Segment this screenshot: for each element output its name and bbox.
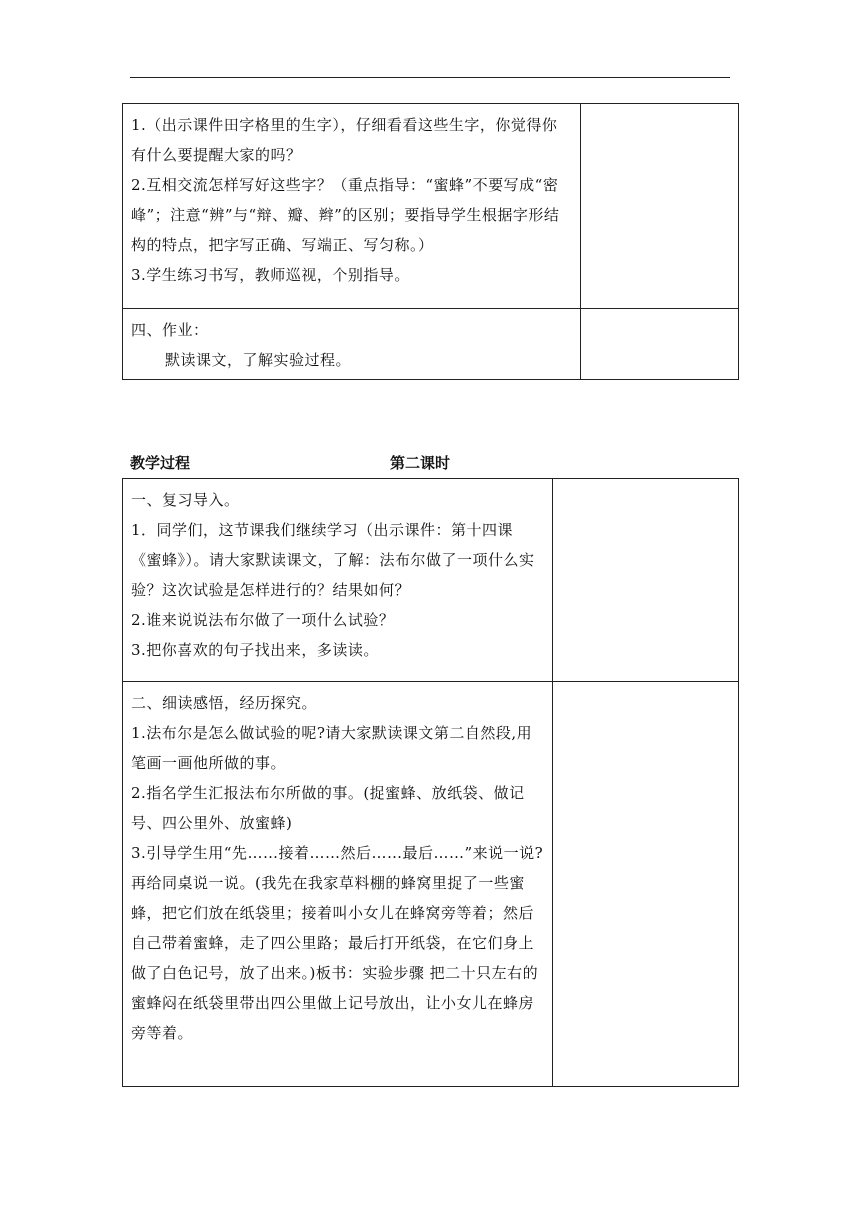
lesson-period-heading: 第二课时 (390, 454, 451, 472)
paragraph: 2.指名学生汇报法布尔所做的事。(捉蜜蜂、放纸袋、做记号、四公里外、放蜜蜂) (131, 784, 525, 832)
section-heading: 教学过程 (130, 454, 191, 472)
table-row (123, 104, 739, 309)
paragraph: 2.谁来说说法布尔做了一项什么试验？ (131, 611, 395, 629)
section-title: 二、细读感悟，经历探究。 (131, 694, 318, 712)
section-title: 四、作业： (131, 321, 209, 339)
paragraph: 2.互相交流怎样写好这些字？（重点指导：“蜜蜂”不要写成“密峰”；注意“辨”与“辩、瓣、辫”的区别；要指导学生根据字形结构的特点，把字写正确、写端正、写匀称。） (131, 176, 560, 254)
notes-cell (581, 309, 739, 380)
section-title: 一、复习导入。 (131, 491, 240, 509)
table-row (123, 309, 739, 380)
paragraph: 3.学生练习书写，教师巡视，个别指导。 (131, 266, 410, 284)
table-row (123, 479, 739, 682)
header-rule (130, 77, 730, 78)
paragraph: 1.（出示课件田字格里的生字），仔细看看这些生字，你觉得你有什么要提醒大家的吗？ (131, 116, 558, 164)
content-cell (123, 309, 581, 380)
notes-cell (553, 682, 739, 1087)
paragraph: 3.引导学生用“先……接着……然后……最后……”来说一说?再给同桌说一说。(我先在我家草料棚的蜂窝里捉了一些蜜蜂，把它们放在纸袋里；接着叫小女儿在蜂窝旁等着；然后自己带着蜜蜂，走了四公里路；最后打开纸袋，在它们身上做了白色记号，放了出来。)板书：实验步骤 把二十只左右的蜜蜂闷在纸袋里带出四公里做上记号放出，让小女儿在蜂房旁等着。 (131, 844, 544, 1042)
lesson-table-2 (122, 478, 739, 1087)
lesson-table-1 (122, 103, 739, 380)
content-cell (123, 104, 581, 309)
paragraph: 1.法布尔是怎么做试验的呢?请大家默读课文第二自然段,用笔画一画他所做的事。 (131, 724, 533, 772)
paragraph: 默读课文，了解实验过程。 (165, 351, 352, 369)
content-cell (123, 479, 553, 682)
notes-cell (581, 104, 739, 309)
notes-cell (553, 479, 739, 682)
paragraph: 3.把你喜欢的句子找出来，多读读。 (131, 641, 379, 659)
content-cell (123, 682, 553, 1087)
paragraph: 1．同学们，这节课我们继续学习（出示课件：第十四课《蜜蜂》）。请大家默读课文，了解：法布尔做了一项什么实验？这次试验是怎样进行的？结果如何？ (131, 521, 535, 599)
table-row (123, 682, 739, 1087)
